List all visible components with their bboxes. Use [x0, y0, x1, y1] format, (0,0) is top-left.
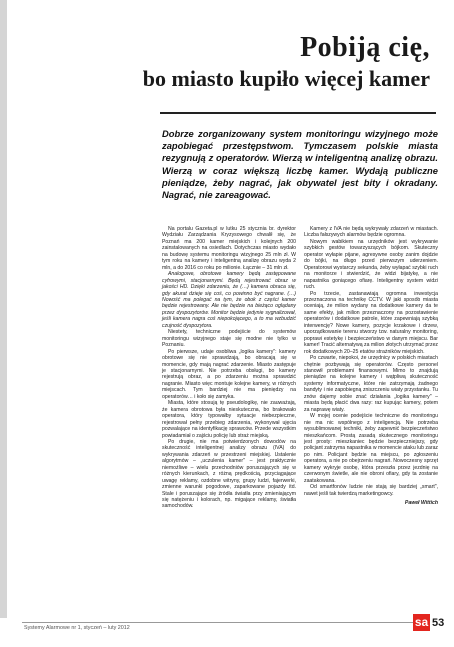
article-title: Pobiją cię,	[300, 32, 430, 63]
footer-divider	[22, 622, 426, 623]
paragraph: Niestety, techniczne podejście do systemów monitoringu wizyjnego staje się modne nie tylko w Poznaniu.	[162, 329, 296, 349]
paragraph-quote: Analogowe, obrotowe kamery będą zastępowane cyfrowymi, stacjonarnymi. Będą rejestrować obraz w jakości HD. Dzięki zdarzeniu, że (…) kamera obraca się, gdy akurat dzieje się coś, co powinno być nagrane. (…) Nowość ma polegać na tym, że obok z części kamer będzie rejestrowany. Ale nie będzie na bieżąco oglądany przez dyspozytorów. Monitor będzie jedynie sygnalizował, jeśli kamera nagra coś niepokojącego, a to ma wzbudzić czujność dyspozytora.	[162, 271, 296, 329]
paragraph: Kamery z IVA nie będą wykrywały zdarzeń w miastach. Liczba fałszywych alarmów będzie ogromna.	[304, 226, 438, 239]
paragraph: Od smartfonów ludzie nie stają się bardziej „smart", nawet jeśli tak twierdzą marketingowcy.	[304, 484, 438, 497]
article-subtitle: bo miasto kupiło więcej kamer	[142, 66, 430, 91]
page-number: 53	[432, 617, 445, 629]
paragraph: Miasta, które stosują tę pseudologikę, nie zauważają, że kamera obrotowa była nieskuteczna, bo brakowało operatora, który typowałby sytuacje niebezpieczne, rejestrował pełny przebieg zdarzenia, wykonywał ujęcia pozwalające na identyfikację sprawców. Przede wszystkim powiadamiał o zajściu policję lub straż miejską.	[162, 400, 296, 439]
title-divider	[160, 112, 436, 114]
paragraph: Po trzecie, zastanawiają ogromna inwestycja przeznaczona na technikę CCTV. W jaki sposób miasta oceniają, że milion wydany na dodatkowe kamery da te same efekty, jak milion przeznaczony na pozostawienie operatorów i dodatkowe patrole, które zapewniają szybką interwencję? Nowe kamery, pozycje krzakowe i drzew, uporządkowanie terenu stworzy tzw. naturalny monitoring, poprawi estetykę i bezpieczeństwo w danym miejscu. Bar kamer! Tracić alternatywą za milion złotych utrzymać przez rok dodatkowych 20–25 etatów strażników miejskich.	[304, 290, 438, 355]
footer-publication: Systemy Alarmowe nr 1, styczeń – luty 2012	[24, 625, 130, 631]
article-lead: Dobrze zorganizowany system monitoringu wizyjnego może zapobiegać przestępstwom. Tymczasem polskie miasta rezygnują z operatorów. Wierzą w inteligentną analizę obrazu. Wierzą w coraz większą liczbę kamer. Wydają publiczne pieniądze, żeby nagrać, jak obywatel jest bity i okradany. Nagrać, nie zareagować.	[162, 128, 438, 201]
paragraph: Nowym wabikiem na urzędników jest wykrywanie szybkich gestów towarzyszących bójkom. Skuteczny operator wyłapie pijane, agresywne osoby zanim dojdzie do bójki, na długo przed pierwszym uderzeniem. Operatorowi wystarczy sekunda, żeby wyłapać szybki ruch na monitorze i stwierdzić, że widzi bijatykę, a nie napastnika goniącego ofiarę. Inteligentny system widzi ruch.	[304, 238, 438, 291]
article-column-left	[162, 226, 296, 510]
page-edge-bar	[0, 0, 7, 618]
article-column-right	[304, 226, 438, 506]
paragraph: Po drugie, nie ma potwierdzonych dowodów na skuteczność inteligentnej analizy obrazu (IVA) do wykrywania zdarzeń w przestrzeni miejskiej. Ustalenie algorytmów – „uczulenia kamer" – jest praktycznie niemożliwe – wielu przechodniów poruszających się w różnych kierunkach, z różną prędkością, przyciągające uwagę reklamy, ozdobne witryny, grupy ludzi, fajerwerki, zmienne warunki pogodowe, zaparkowane pojazdy itd. Stale i poruszające się źródła światła przy zmieniającym się natężeniu i kolorach, np. migające reklamy, światła samochodów.	[162, 438, 296, 510]
paragraph: Po czwarte, niepokoi, że urzędnicy w polskich miastach chętnie pozbywają się operatorów. Często personel stanowił problemami finansowymi. Mimo to znajdują pieniądze na kolejne kamery i wątpliwą skuteczność systemy informatyczne, które nie zatrzymają żadnego bandyty i nie zapobiegną zniszczeniu wiaty przystanku. Tu znów dajemy sobie znać działania „logika kamery" – miasta będą płacić dwa razy: raz kupując kamery, potem za naprawę wiaty.	[304, 355, 438, 413]
author-signature: Paweł Wittich	[404, 500, 438, 507]
magazine-logo: sa	[414, 615, 429, 629]
paragraph: W mojej ocenie podejście techniczne do monitoringu nie ma nic wspólnego z inteligencją. Nie potrzeba wysublimowanej techniki, żeby zapewnić bezpieczeństwo mieszkańcom. Prostą zasadą skutecznego monitoringu jest prosty: mieszkaniec będzie bezpieczniejszy, gdy policjant zatrzyma napastnika w momencie ataku lub zaraz po nim. Policjant będzie na miejscu, po zgłoszeniu operatora, a nie po obejrzeniu nagrań. Nowoczesny sprzęt kamery wykryje osobę, która przeszła przez jezdnię na czerwonym świetle, ale nie obroni ofiary, gdy ta zostanie zaatakowana.	[304, 413, 439, 484]
paragraph: Po pierwsze, udaje osobliwa „logika kamery": kamery obrotowe się nie sprawdzają, bo obracają się w momencie, gdy mają nagrać zdarzenie. Miasto zastępuje je stacjonarnymi. Nie potrzeba obsługi, bo kamery rejestrują obraz, a po zdarzeniu można sprawdzić nagranie. Miasto więc montuje kolejne kamery, w różnych miejscach. Tym bardziej nie ma pieniędzy na operatorów… i koło się zamyka.	[162, 348, 296, 400]
paragraph: Na portalu Gazeta.pl w lutku 25 stycznia br. dyrektor Wydziału Zarządzania Kryzysowego chwalił się, że Poznań ma 200 kamer miejskich i kolejnych 200 zainstalowanych na osiedlach. Dotychczas miasto wydało na budowę systemu monitoringu wizyjnego 25 mln zł. W tym roku na kamery i inteligentną analizę obrazu wyda 2 mln, a do 2016 co roku po milionie. Łącznie – 31 mln zł.	[162, 226, 296, 271]
